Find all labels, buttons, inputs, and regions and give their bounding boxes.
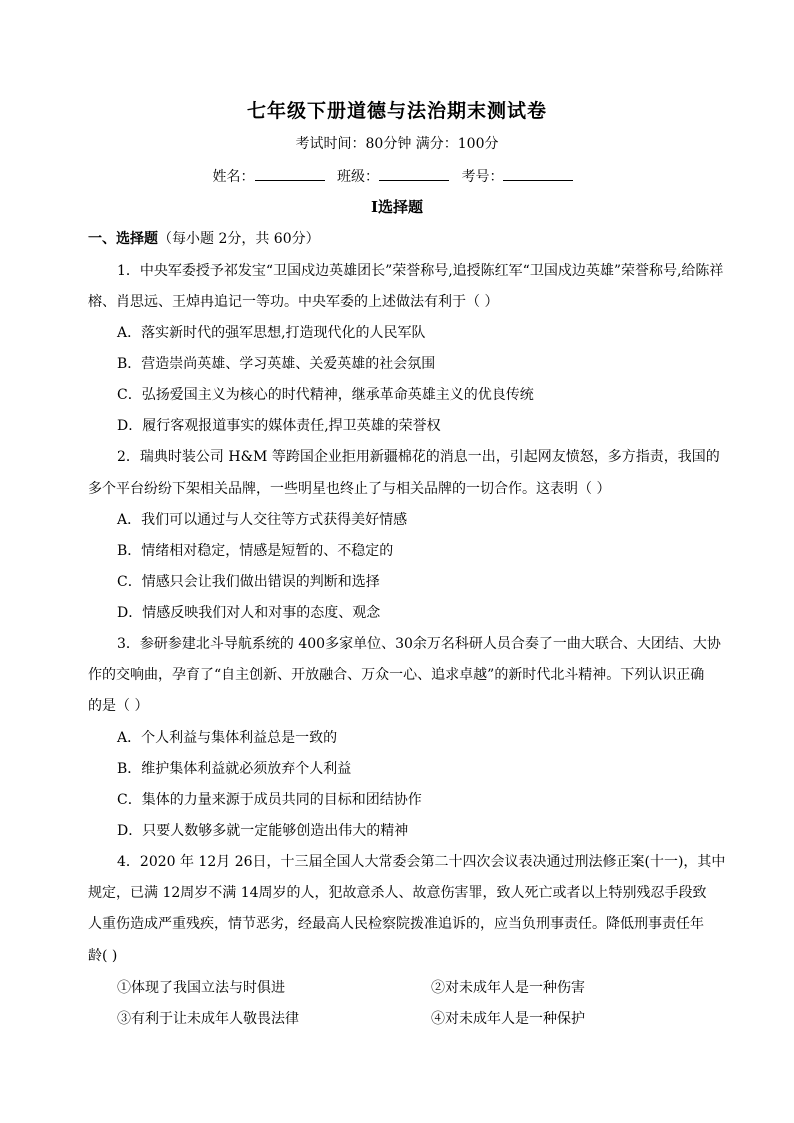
question-4-line-1: 4．2020 年 12月 26日，十三届全国人大常委会第二十四次会议表决通过刑法修正案(十一)，其中 [117, 854, 726, 870]
student-fields [0, 166, 794, 186]
page-title: 七年级下册道德与法治期末测试卷 [246, 100, 547, 122]
question-4-item-2: ②对未成年人是一种伤害 [431, 980, 585, 996]
question-3-option-b: B．维护集体利益就必须放弃个人利益 [117, 761, 352, 777]
question-1-option-d: D．履行客观报道事实的媒体责任,捍卫英雄的荣誉权 [117, 418, 441, 434]
question-3-option-a: A．个人利益与集体利益总是一致的 [117, 730, 338, 746]
exam-no-label: 考号： [461, 169, 504, 185]
question-3-line-3: 的是（ ） [88, 698, 149, 714]
part-heading-bold: 一、选择题 [88, 231, 158, 247]
question-1-option-c: C．弘扬爱国主义为核心的时代精神，继承革命英雄主义的优良传统 [117, 387, 534, 403]
question-3-option-c: C．集体的力量来源于成员共同的目标和团结协作 [117, 792, 422, 808]
question-2-option-c: C．情感只会让我们做出错误的判断和选择 [117, 574, 380, 590]
question-4-item-1: ①体现了我国立法与时俱进 [117, 980, 285, 996]
question-1-option-a: A．落实新时代的强军思想,打造现代化的人民军队 [117, 325, 426, 341]
question-2-option-d: D．情感反映我们对人和对事的态度、观念 [117, 605, 381, 621]
question-4-item-3: ③有利于让未成年人敬畏法律 [117, 1011, 299, 1027]
question-2-line-2: 多个平台纷纷下架相关品牌，一些明星也终止了与相关品牌的一切合作。这表明（ ） [88, 481, 611, 497]
question-2-option-a: A．我们可以通过与人交往等方式获得美好情感 [117, 512, 408, 528]
question-4-line-3: 人重伤造成严重残疾，情节恶劣，经最高人民检察院拨准追诉的，应当负刑事责任。降低刑事责任年 [88, 916, 704, 932]
part-heading [88, 228, 320, 248]
section-title: Ⅰ选择题 [370, 198, 424, 216]
class-blank[interactable] [379, 166, 449, 181]
question-3-option-d: D．只要人数够多就一定能够创造出伟大的精神 [117, 823, 409, 839]
question-1-line-2: 榕、肖思远、王焯冉追记一等功。中央军委的上述做法有利于（ ） [88, 294, 499, 310]
exam-info: 考试时间：80分钟 满分：100分 [295, 136, 499, 152]
exam-no-blank[interactable] [503, 166, 573, 181]
part-heading-note: （每小题 2分，共 60分） [158, 231, 320, 247]
question-3-line-1: 3．参研参建北斗导航系统的 400多家单位、30余万名科研人员合奏了一曲大联合、大团结、大协 [117, 636, 721, 652]
name-blank[interactable] [255, 166, 325, 181]
question-4-line-4: 龄( ) [88, 948, 118, 964]
question-3-line-2: 作的交响曲，孕育了“自主创新、开放融合、万众一心、追求卓越”的新时代北斗精神。下列认识正确 [88, 667, 705, 683]
name-label: 姓名： [212, 169, 255, 185]
question-1-option-b: B．营造崇尚英雄、学习英雄、关爱英雄的社会氛围 [117, 356, 436, 372]
question-2-line-1: 2．瑞典时装公司 H&M 等跨国企业拒用新疆棉花的消息一出，引起网友愤怒，多方指责，我国的 [117, 449, 720, 465]
class-label: 班级： [337, 169, 379, 185]
question-4-item-4: ④对未成年人是一种保护 [431, 1011, 585, 1027]
question-1-line-1: 1．中央军委授予祁发宝“卫国戍边英雄团长”荣誉称号,追授陈红军“卫国戍边英雄”荣誉称号,给陈祥 [117, 263, 724, 279]
question-4-line-2: 规定，已满 12周岁不满 14周岁的人，犯故意杀人、故意伤害罪，致人死亡或者以上特别残忍手段致 [88, 885, 707, 901]
question-2-option-b: B．情绪相对稳定，情感是短暂的、不稳定的 [117, 543, 394, 559]
